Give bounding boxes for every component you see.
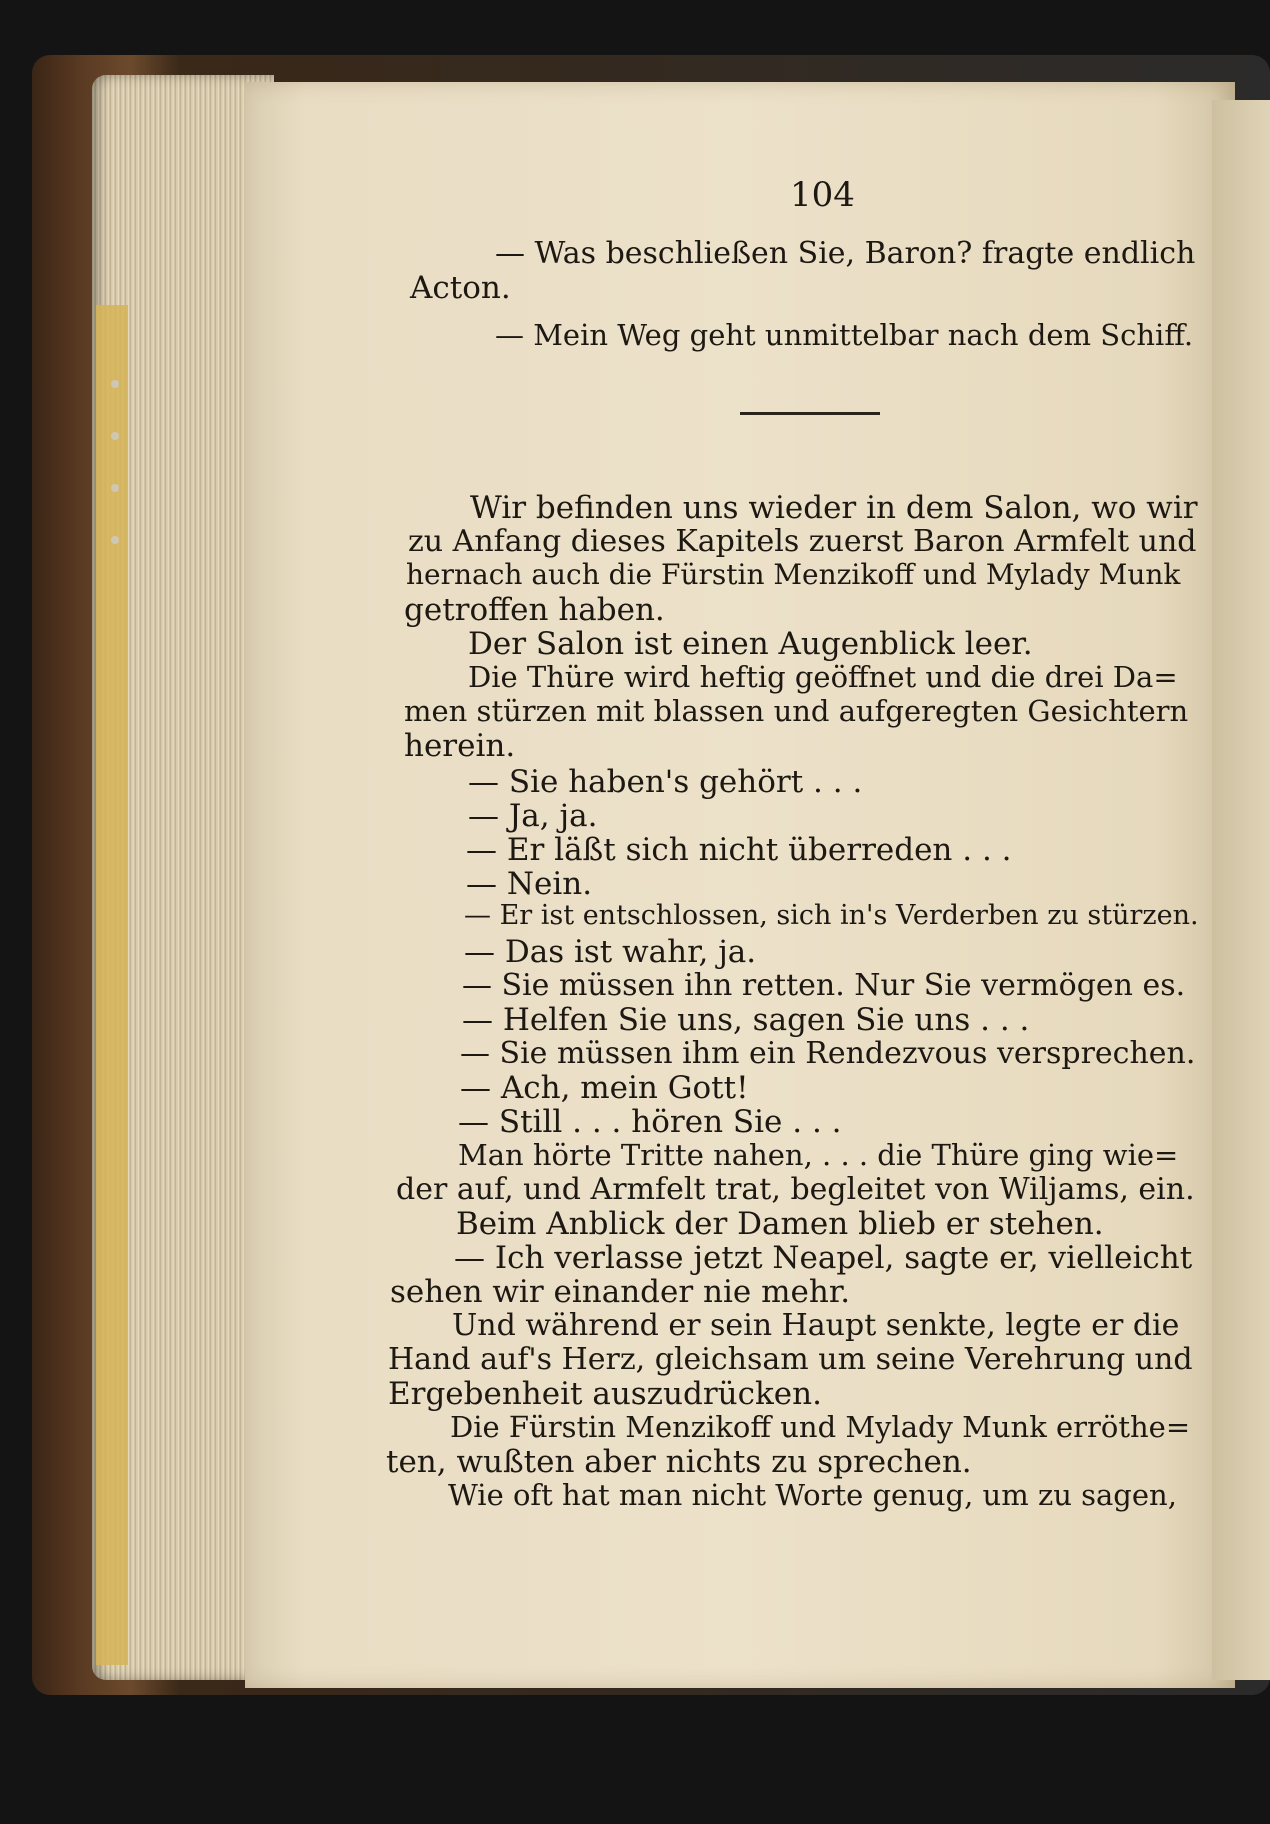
text-line: Und während er sein Haupt senkte, legte er die: [452, 1308, 1180, 1343]
text-line: — Ich verlasse jetzt Neapel, sagte er, vielleicht: [454, 1240, 1193, 1276]
text-line: — Was beschließen Sie, Baron? fragte endlich: [495, 236, 1196, 271]
text-line: Acton.: [410, 270, 511, 306]
text-line: ten, wußten aber nichts zu sprechen.: [386, 1444, 972, 1480]
text-line: Hand auf's Herz, gleichsam um seine Verehrung und: [388, 1342, 1193, 1377]
spine-dots: [108, 380, 124, 560]
text-line: — Er läßt sich nicht überreden . . .: [466, 832, 1012, 868]
text-line: der auf, und Armfelt trat, begleitet von Wiljams, ein.: [396, 1172, 1195, 1207]
text-line: — Sie müssen ihn retten. Nur Sie vermögen es.: [462, 968, 1186, 1003]
text-line: — Das ist wahr, ja.: [464, 934, 757, 970]
text-line: sehen wir einander nie mehr.: [390, 1274, 851, 1310]
text-line: getroffen haben.: [404, 592, 665, 628]
text-line: — Sie haben's gehört . . .: [468, 764, 863, 800]
text-line: — Still . . . hören Sie . . .: [458, 1104, 842, 1140]
text-line: Man hörte Tritte nahen, . . . die Thüre ging wie=: [458, 1138, 1179, 1172]
text-line: herein.: [404, 728, 516, 764]
text-line: — Helfen Sie uns, sagen Sie uns . . .: [462, 1002, 1030, 1038]
text-line: — Nein.: [466, 866, 593, 902]
text-line: hernach auch die Fürstin Menzikoff und Mylady Munk: [406, 558, 1181, 591]
text-line: Die Fürstin Menzikoff und Mylady Munk erröthe=: [450, 1410, 1191, 1444]
text-line: Wie oft hat man nicht Worte genug, um zu sagen,: [448, 1478, 1177, 1512]
text-line: — Er ist entschlossen, sich in's Verderben zu stürzen.: [464, 900, 1199, 931]
text-line: men stürzen mit blassen und aufgeregten Gesichtern: [404, 694, 1189, 728]
text-line: Der Salon ist einen Augenblick leer.: [468, 626, 1033, 662]
text-line: Wir befinden uns wieder in dem Salon, wo wir: [470, 490, 1198, 526]
text-line: — Mein Weg geht unmittelbar nach dem Schiff.: [495, 318, 1194, 352]
text-line: zu Anfang dieses Kapitels zuerst Baron Armfelt und: [408, 524, 1197, 559]
facing-page-edge: [1212, 100, 1270, 1680]
text-line: Ergebenheit auszudrücken.: [388, 1376, 822, 1412]
text-line: Beim Anblick der Damen blieb er stehen.: [456, 1206, 1104, 1242]
text-line: Die Thüre wird heftig geöffnet und die drei Da=: [468, 660, 1178, 694]
section-divider: [740, 412, 880, 415]
text-line: — Ja, ja.: [468, 798, 598, 834]
text-line: — Ach, mein Gott!: [460, 1070, 749, 1106]
page-number: 104: [790, 175, 855, 215]
text-line: — Sie müssen ihm ein Rendezvous versprechen.: [460, 1036, 1196, 1071]
